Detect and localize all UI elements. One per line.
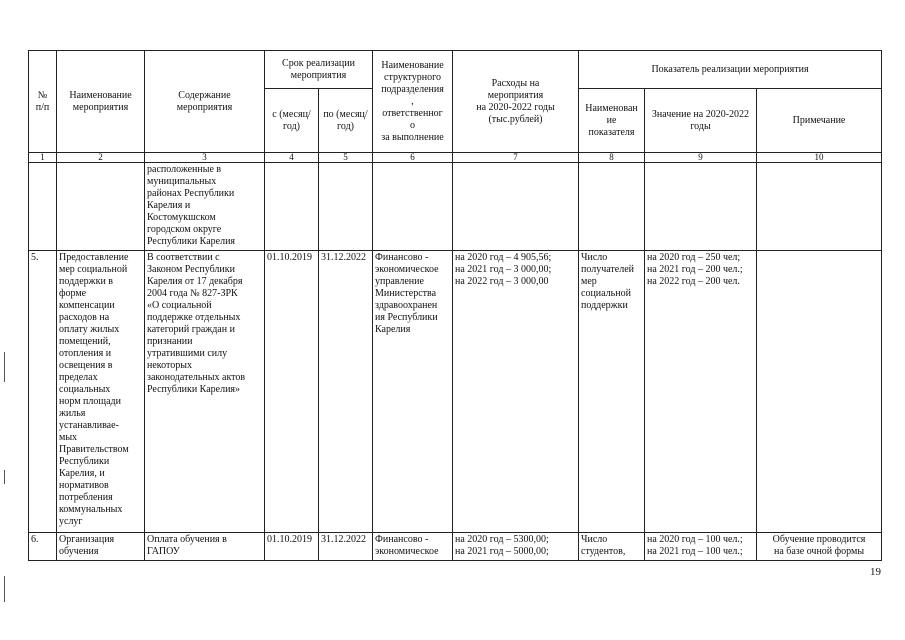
activities-table — [28, 50, 882, 561]
header-name: Наименование мероприятия — [57, 51, 145, 153]
page-number: 19 — [870, 566, 881, 578]
header-content: Содержание мероприятия — [145, 51, 265, 153]
cell-content: В соответствии с Законом Республики Карелия от 17 декабря 2004 года № 827-ЗРК «О социальной поддержке отдельных категорий граждан и признании утратившими силу некоторых законодательных актов Республики Карелия» — [145, 251, 265, 533]
column-number: 5 — [319, 153, 373, 163]
cell-note — [757, 163, 882, 251]
cell-note: Обучение проводится на базе очной формы — [757, 533, 882, 561]
column-number: 7 — [453, 153, 579, 163]
cell-name — [57, 163, 145, 251]
column-number: 10 — [757, 153, 882, 163]
cell-to — [319, 163, 373, 251]
cell-unit: Финансово - экономическое — [373, 533, 453, 561]
cell-indicator-value: на 2020 год – 100 чел.; на 2021 год – 100 чел.; — [645, 533, 757, 561]
column-number: 4 — [265, 153, 319, 163]
table-row — [29, 533, 882, 561]
cell-num — [29, 163, 57, 251]
cell-content: расположенные в муниципальных районах Республики Карелия и Костомукшском городском округе Республики Карелия — [145, 163, 265, 251]
header-unit: Наименование структурного подразделения , ответственног о за выполнение — [373, 51, 453, 153]
cell-content: Оплата обучения в ГАПОУ — [145, 533, 265, 561]
scan-margin-mark — [4, 352, 5, 382]
cell-indicator-value — [645, 163, 757, 251]
header-note: Примечание — [757, 89, 882, 153]
cell-num: 6. — [29, 533, 57, 561]
column-number: 6 — [373, 153, 453, 163]
column-number: 3 — [145, 153, 265, 163]
header-period: Срок реализации мероприятия — [265, 51, 373, 89]
cell-to: 31.12.2022 — [319, 251, 373, 533]
cell-from: 01.10.2019 — [265, 251, 319, 533]
cell-from — [265, 163, 319, 251]
scan-margin-mark — [4, 576, 5, 602]
column-number: 9 — [645, 153, 757, 163]
scan-margin-mark — [4, 470, 5, 484]
header-indicator-value: Значение на 2020-2022 годы — [645, 89, 757, 153]
cell-expenses — [453, 163, 579, 251]
cell-expenses: на 2020 год – 5300,00; на 2021 год – 5000,00; — [453, 533, 579, 561]
cell-name: Предоставление мер социальной поддержки в форме компенсации расходов на оплату жилых помещений, отопления и освещения в пределах социальных норм площади жилья устанавливае- мых Правительством Республики Карелия, и нормативов потребления коммунальных услуг — [57, 251, 145, 533]
cell-expenses: на 2020 год – 4 905,56; на 2021 год – 3 000,00; на 2022 год – 3 000,00 — [453, 251, 579, 533]
cell-indicator-name — [579, 163, 645, 251]
column-number: 2 — [57, 153, 145, 163]
table-row-continuation — [29, 163, 882, 251]
column-number: 8 — [579, 153, 645, 163]
column-number: 1 — [29, 153, 57, 163]
header-num: № п/п — [29, 51, 57, 153]
table-row — [29, 251, 882, 533]
header-indicator: Показатель реализации мероприятия — [579, 51, 882, 89]
cell-indicator-name: Число студентов, — [579, 533, 645, 561]
header-period-to: по (месяц/ год) — [319, 89, 373, 153]
header-expenses: Расходы на мероприятия на 2020-2022 годы (тыс.рублей) — [453, 51, 579, 153]
header-period-from: с (месяц/ год) — [265, 89, 319, 153]
cell-indicator-name: Число получателей мер социальной поддержки — [579, 251, 645, 533]
header-indicator-name: Наименован ие показателя — [579, 89, 645, 153]
cell-from: 01.10.2019 — [265, 533, 319, 561]
cell-indicator-value: на 2020 год – 250 чел; на 2021 год – 200 чел.; на 2022 год – 200 чел. — [645, 251, 757, 533]
cell-unit — [373, 163, 453, 251]
cell-name: Организация обучения — [57, 533, 145, 561]
cell-unit: Финансово - экономическое управление Министерства здравоохранен ия Республики Карелия — [373, 251, 453, 533]
column-numbers-row — [29, 153, 882, 163]
cell-num: 5. — [29, 251, 57, 533]
table-header-row — [29, 51, 882, 89]
cell-to: 31.12.2022 — [319, 533, 373, 561]
cell-note — [757, 251, 882, 533]
